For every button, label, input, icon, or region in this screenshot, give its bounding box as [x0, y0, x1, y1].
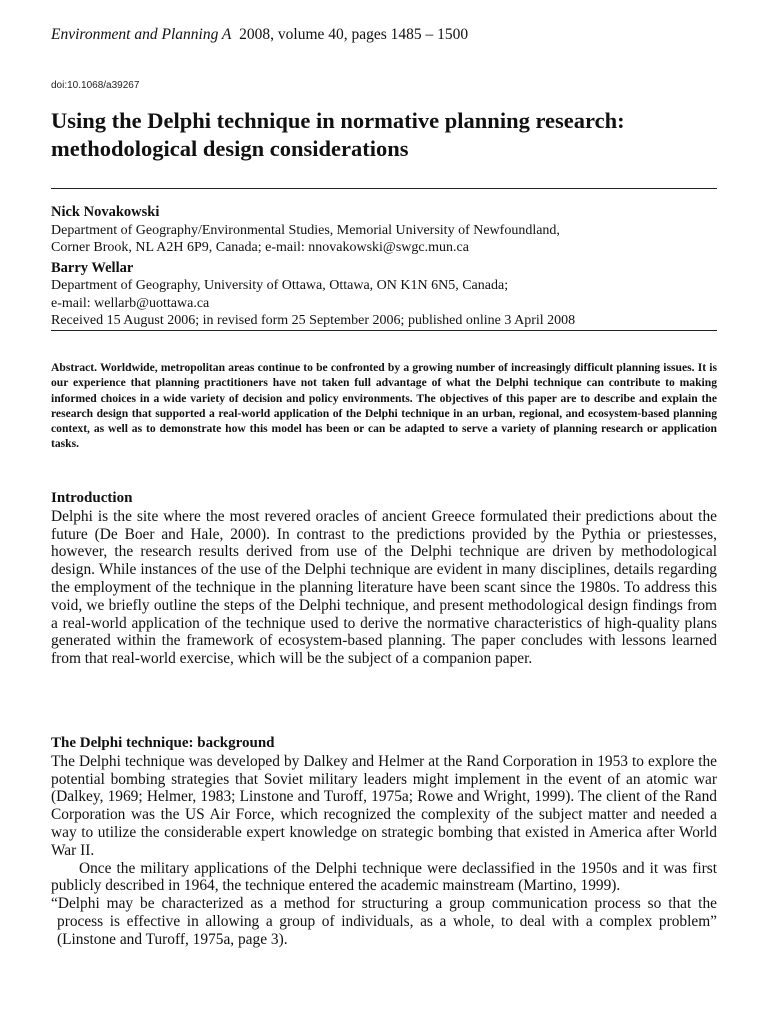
author-name: Barry Wellar	[51, 259, 134, 276]
background-paragraph-2: Once the military applications of the Delphi technique were declassified in the 1950s and it was first publicly described in 1964, the technique entered the academic mainstream (Martino, 1999).	[51, 859, 717, 895]
journal-citation	[51, 26, 468, 44]
journal-name: Environment and Planning A	[51, 26, 232, 43]
block-quote	[51, 895, 717, 948]
author-affiliation: Department of Geography, University of Ottawa, Ottawa, ON K1N 6N5, Canada;	[51, 278, 509, 293]
background-section	[51, 735, 717, 949]
received-dates: Received 15 August 2006; in revised form 25 September 2006; published online 3 April 2008	[51, 313, 576, 328]
divider-bottom	[51, 330, 717, 331]
background-paragraph-1: The Delphi technique was developed by Dalkey and Helmer at the Rand Corporation in 1953 to explore the potential bombing strategies that Soviet military leaders might implement in the event of an atomic war (Dalkey, 1969; Helmer, 1983; Linstone and Turoff, 1975a; Rowe and Wright, 1999). The client of the Rand Corporation was the US Air Force, which recognized the complexity of the subject matter and needed a way to utilize the considerable expert knowledge on strategic bombing that existed in America after World War II.	[51, 752, 717, 859]
title-line-2: methodological design considerations	[51, 136, 409, 161]
paper-title	[51, 107, 717, 163]
author-affiliation: Corner Brook, NL A2H 6P9, Canada; e-mail: nnovakowski@swgc.mun.ca	[51, 240, 469, 255]
author-affiliation: e-mail: wellarb@uottawa.ca	[51, 295, 210, 311]
block-quote-text: “Delphi may be characterized as a method for structuring a group communication process so that the process is effective in allowing a group of individuals, as a whole, to deal with a complex problem” (Linstone and Turoff, 1975a, page 3).	[51, 895, 717, 948]
abstract	[51, 360, 717, 452]
title-line-1: Using the Delphi technique in normative planning research:	[51, 108, 625, 133]
author-name: Nick Novakowski	[51, 204, 160, 220]
authors-block	[51, 204, 717, 330]
introduction-section	[51, 490, 717, 668]
introduction-heading: Introduction	[51, 490, 133, 506]
background-heading: The Delphi technique: background	[51, 735, 275, 751]
divider-top	[51, 188, 717, 189]
abstract-label: Abstract.	[51, 361, 98, 374]
abstract-text: Worldwide, metropolitan areas continue to be confronted by a growing number of increasingly difficult planning issues. It is our experience that planning practitioners have not taken full advantage of what the Delphi technique can contribute to making informed choices in a wide variety of decision and policy environments. The objectives of this paper are to describe and explain the research design that supported a real-world application of the Delphi technique in an urban, regional, and ecosystem-based planning context, as well as to demonstrate how this model has been or can be adapted to serve a variety of planning research or application tasks.	[51, 361, 717, 451]
author-affiliation: Department of Geography/Environmental Studies, Memorial University of Newfoundland,	[51, 222, 560, 238]
doi: doi:10.1068/a39267	[51, 80, 140, 91]
journal-details: 2008, volume 40, pages 1485 – 1500	[239, 26, 469, 43]
introduction-paragraph: Delphi is the site where the most revered oracles of ancient Greece formulated their predictions about the future (De Boer and Hale, 2000). In contrast to the predictions provided by the Pythia or priestesses, however, the research results derived from use of the Delphi technique are driven by methodological design. While instances of the use of the Delphi technique are evident in many disciplines, details regarding the employment of the technique in the planning literature have been scant since the 1980s. To address this void, we briefly outline the steps of the Delphi technique, and present methodological design findings from a real-world application of the technique used to derive the normative characteristics of high-quality plans generated within the framework of ecosystem-based planning. The paper concludes with lessons learned from that real-world exercise, which will be the subject of a companion paper.	[51, 507, 717, 668]
